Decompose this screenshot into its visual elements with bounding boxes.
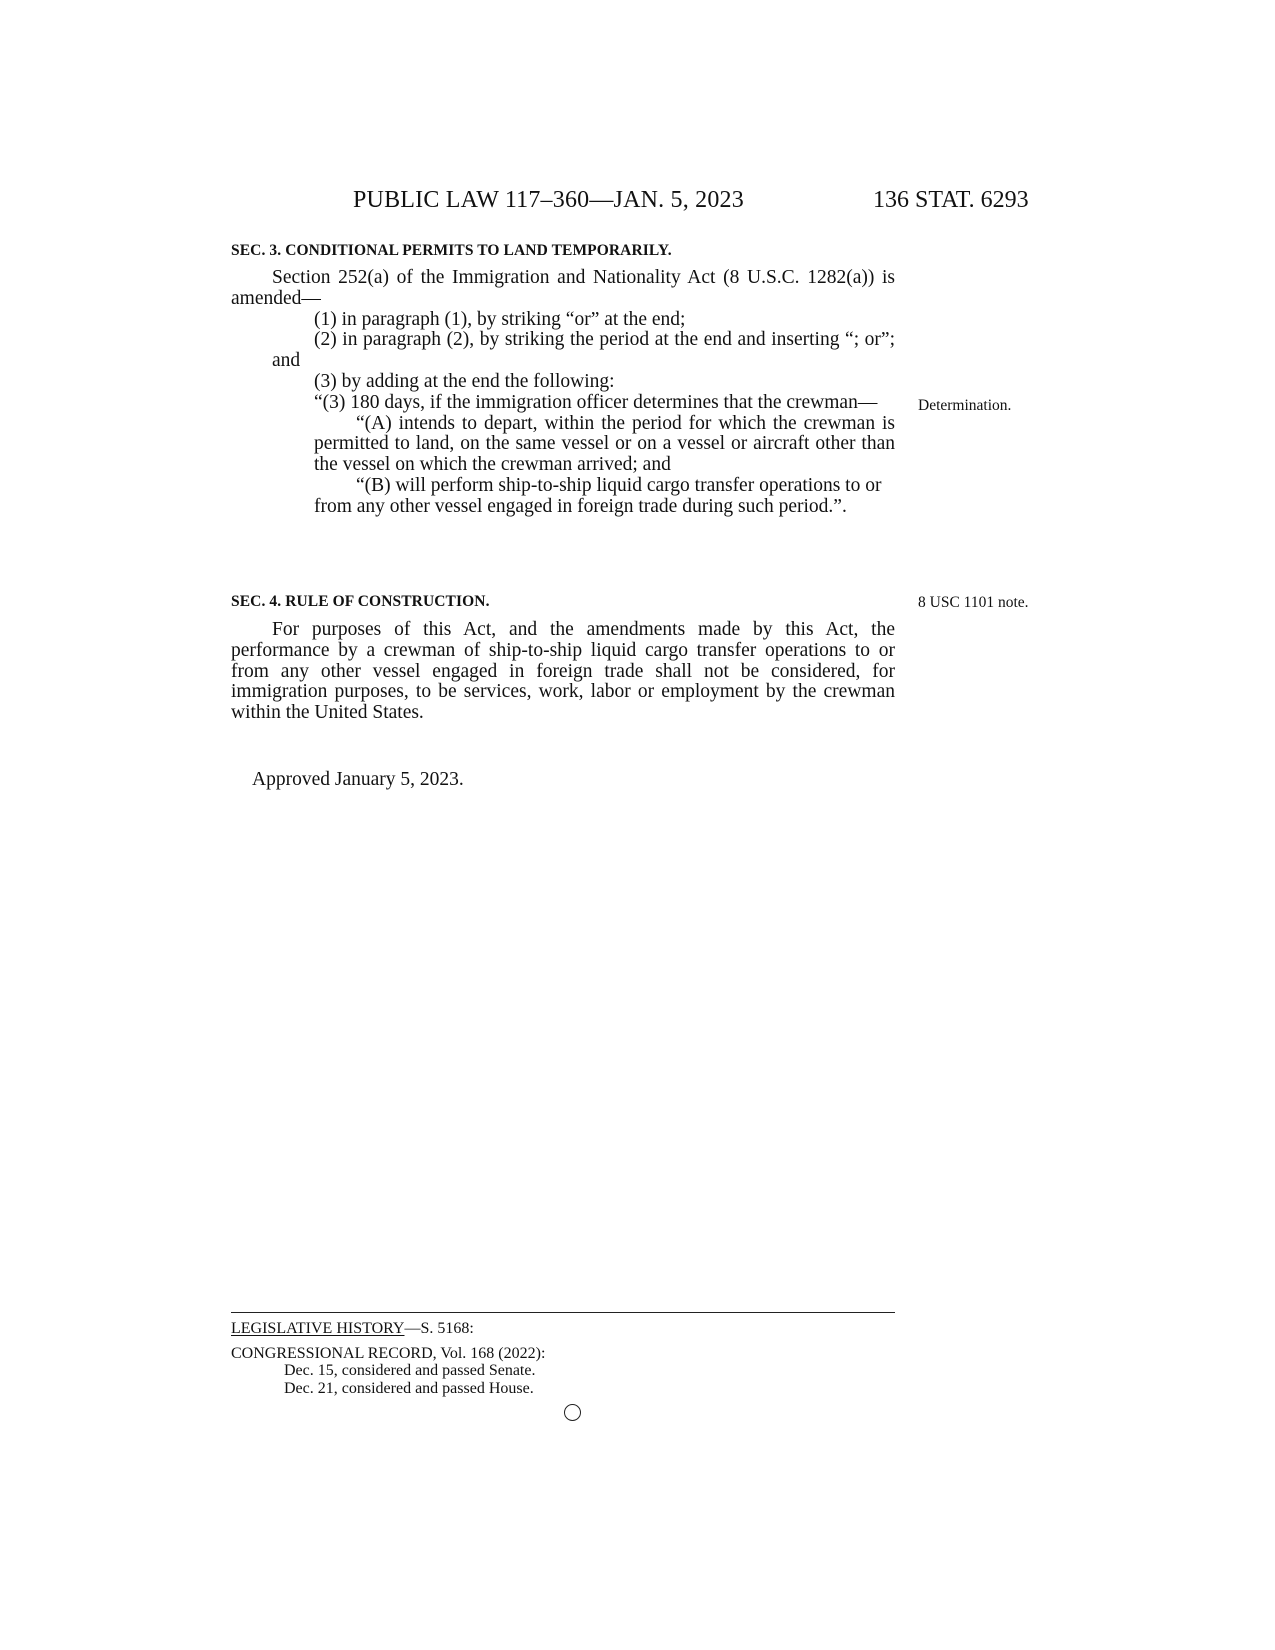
legislative-history-heading [231, 1320, 474, 1337]
footnote-rule [231, 1312, 895, 1313]
section-3-body [231, 268, 895, 518]
section-3-intro: Section 252(a) of the Immigration and Nationality Act (8 U.S.C. 1282(a)) is amended— [231, 267, 895, 309]
amendment-item-3: (3) by adding at the end the following: [314, 370, 615, 392]
end-mark-circle-icon [564, 1404, 581, 1421]
section-4-body [231, 620, 895, 724]
history-entry-house: Dec. 21, considered and passed House. [284, 1380, 534, 1397]
section-3-heading: SEC. 3. CONDITIONAL PERMITS TO LAND TEMPORARILY. [231, 242, 672, 259]
history-entry-senate: Dec. 15, considered and passed Senate. [284, 1362, 536, 1379]
statute-page-number: 136 STAT. 6293 [873, 187, 1029, 213]
margin-note-usc-citation: 8 USC 1101 note. [918, 594, 1029, 611]
legislative-history-label: LEGISLATIVE HISTORY [231, 1320, 405, 1337]
running-head-title: PUBLIC LAW 117–360—JAN. 5, 2023 [353, 187, 744, 213]
section-4-text: For purposes of this Act, and the amendments made by this Act, the performance by a crewman of ship-to-ship liquid cargo transfer operations to or from any other vessel engaged in foreign trade shall not be considered, for immigration purposes, to be services, work, labor or employment by the crewman within the United States. [231, 619, 895, 724]
margin-note-determination: Determination. [918, 397, 1012, 414]
quoted-paragraph-3: “(3) 180 days, if the immigration officer determines that the crewman— [314, 391, 878, 413]
amendment-item-1: (1) in paragraph (1), by striking “or” at the end; [314, 308, 686, 330]
approval-date: Approved January 5, 2023. [252, 769, 464, 790]
section-4-heading: SEC. 4. RULE OF CONSTRUCTION. [231, 593, 490, 610]
amendment-item-2: (2) in paragraph (2), by striking the period at the end and inserting “; or”; and [272, 329, 895, 372]
bill-number: —S. 5168: [404, 1320, 474, 1337]
congressional-record-line: CONGRESSIONAL RECORD, Vol. 168 (2022): [231, 1345, 546, 1362]
quoted-subparagraph-a: “(A) intends to depart, within the period for which the crewman is permitted to land, on the same vessel or on a vessel or aircraft other than the vessel on which the crewman arrived; and [314, 412, 895, 476]
quoted-subparagraph-b: “(B) will perform ship-to-ship liquid cargo transfer operations to or from any other vessel engaged in foreign trade during such period.”. [314, 474, 882, 517]
